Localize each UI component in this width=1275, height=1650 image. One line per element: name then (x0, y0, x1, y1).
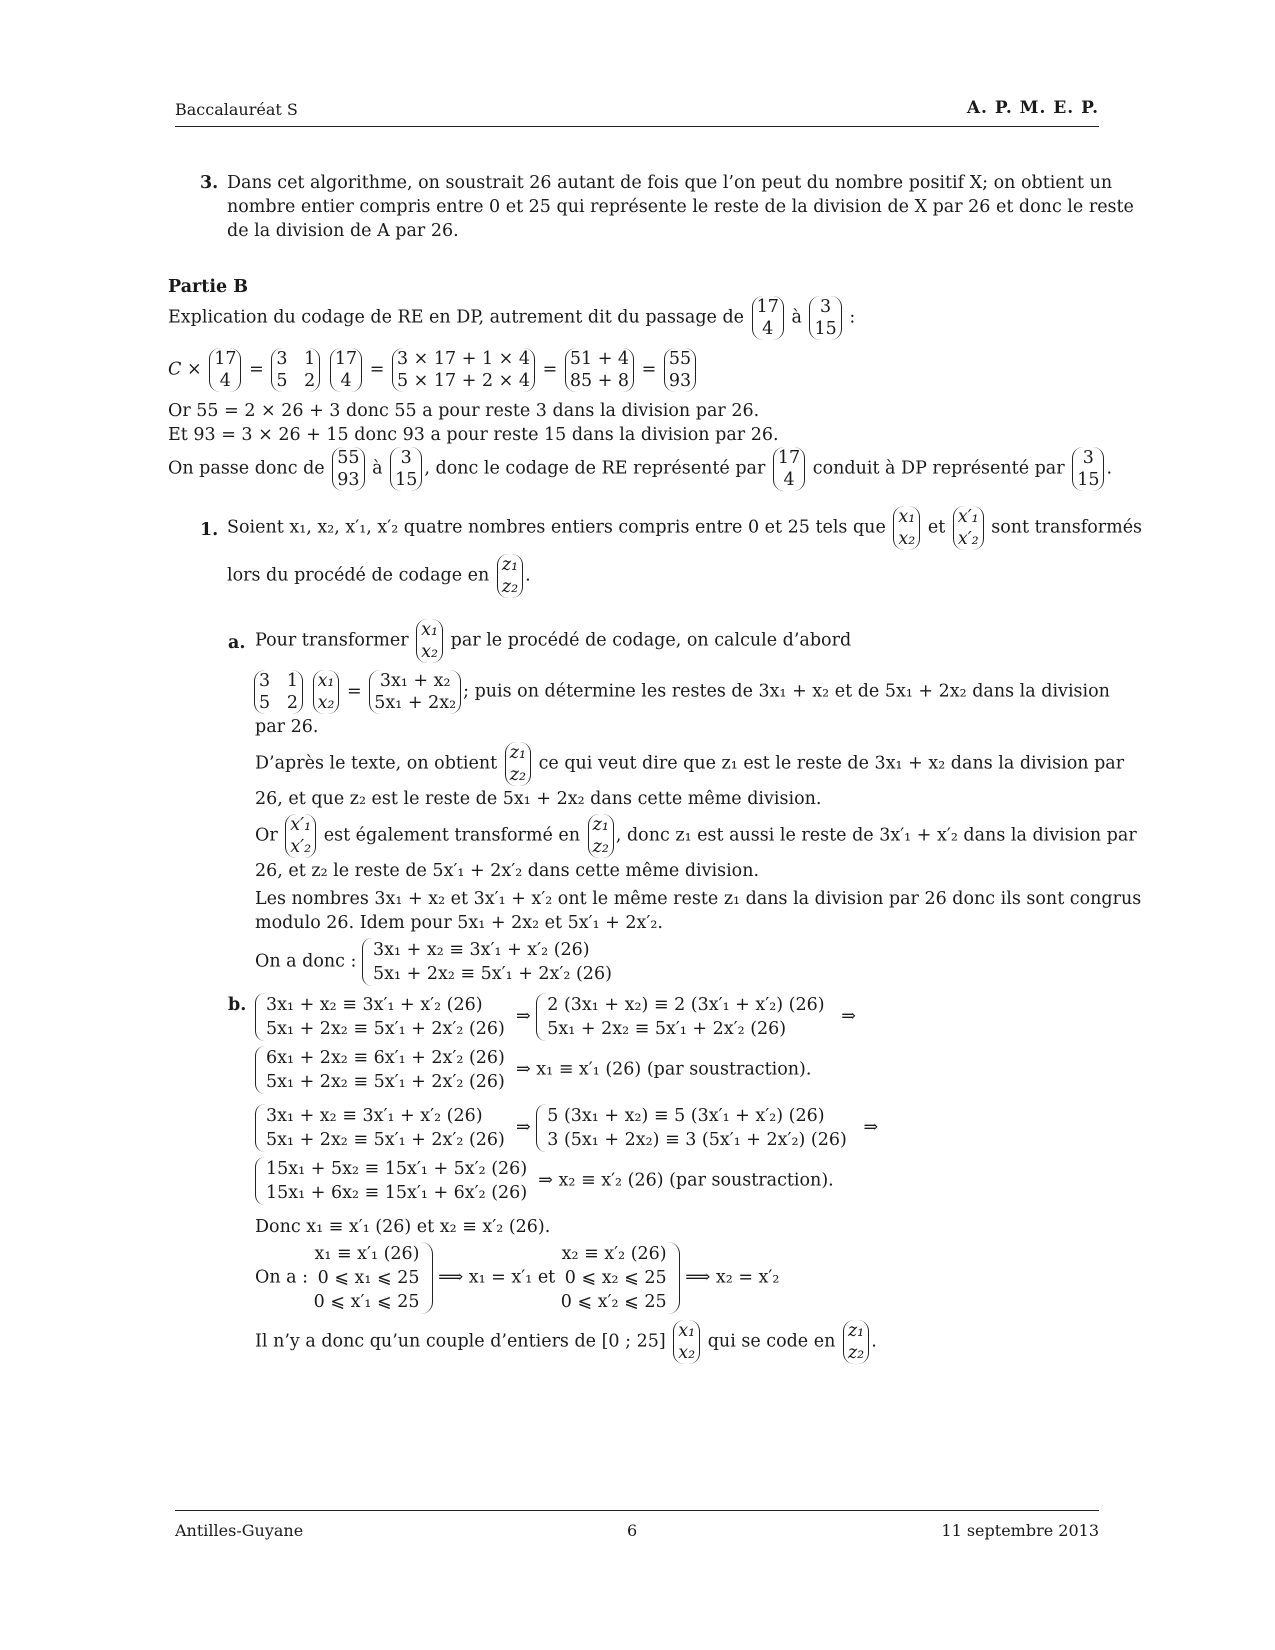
explication-text: Explication du codage de RE en DP, autrement dit du passage de (168, 307, 745, 328)
qa-line9: modulo 26. Idem pour 5x₁ + 2x₂ et 5x′₁ + 2x′₂. (255, 913, 663, 933)
item3-line2: nombre entier compris entre 0 et 25 qui représente le reste de la division de X par 26 et donc le reste (227, 197, 1134, 217)
vector-17-4: 17 4 (752, 296, 784, 340)
qa-line1: Pour transformer x₁ x₂ par le procédé de codage, on calcule d’abord (255, 620, 852, 662)
qb-label: b. (228, 995, 247, 1015)
partie-b-explication: Explication du codage de RE en DP, autrement dit du passage de 17 4 à 3 15 : (168, 297, 856, 339)
qa-line5: 26, et que z₂ est le reste de 5x₁ + 2x₂ dans cette même division. (255, 789, 822, 809)
qb-step1: 3x₁ + x₂ ≡ 3x′₁ + x′₂ (26) 5x₁ + 2x₂ ≡ 5x′₁ + 2x′₂ (26) ⇒ 2 (3x₁ + x₂) ≡ 2 (3x′₁ + x′₂) (26) 5x₁ + 2x₂ ≡ 5x′₁ + 2x′₂ (26) ⇒ (255, 993, 856, 1041)
qb-step2: 6x₁ + 2x₂ ≡ 6x′₁ + 2x′₂ (26) 5x₁ + 2x₂ ≡ 5x′₁ + 2x′₂ (26) ⇒ x₁ ≡ x′₁ (26) (par soustraction). (255, 1046, 811, 1094)
footer-left: Antilles-Guyane (175, 1521, 304, 1540)
et-93: Et 93 = 3 × 26 + 15 donc 93 a pour reste 15 dans la division par 26. (168, 425, 779, 445)
q1-line1: Soient x₁, x₂, x′₁, x′₂ quatre nombres entiers compris entre 0 et 25 tels que x₁ x₂ et x′₁ x′₂ sont transformés (227, 507, 1143, 549)
or-55: Or 55 = 2 × 26 + 3 donc 55 a pour reste 3 dans la division par 26. (168, 401, 760, 421)
qa-line2: 3 1 5 2 x₁ x₂ = 3x₁ + x₂ 5x₁ + 2x₂ ; puis on détermine les restes de 3x₁ + x₂ et de 5x₁ + 2x₂ dans la division (252, 670, 1110, 714)
q1-line2: lors du procédé de codage en z₁ z₂ . (227, 555, 531, 597)
qb-conclusion-system: On a : x₁ ≡ x′₁ (26) 0 ⩽ x₁ ⩽ 25 0 ⩽ x′₁ ⩽ 25 ⟹ x₁ = x′₁ et x₂ ≡ x′₂ (26) 0 ⩽ x₂ ⩽ 25 0 ⩽ x′₂ ⩽ 25 ⟹ x₂ = x′₂ (255, 1244, 780, 1312)
footer-right: 11 septembre 2013 (941, 1521, 1099, 1540)
qb-step4: 15x₁ + 5x₂ ≡ 15x′₁ + 5x′₂ (26) 15x₁ + 6x₂ ≡ 15x′₁ + 6x′₂ (26) ⇒ x₂ ≡ x′₂ (26) (par soustraction). (255, 1157, 834, 1205)
qb-donc: Donc x₁ ≡ x′₁ (26) et x₂ ≡ x′₂ (26). (255, 1217, 551, 1237)
q1-number: 1. (200, 520, 219, 540)
item3-line3: de la division de A par 26. (227, 221, 459, 241)
vector-3-15: 3 15 (809, 296, 841, 340)
page-number: 6 (627, 1521, 638, 1540)
qb-step3: 3x₁ + x₂ ≡ 3x′₁ + x′₂ (26) 5x₁ + 2x₂ ≡ 5x′₁ + 2x′₂ (26) ⇒ 5 (3x₁ + x₂) ≡ 5 (3x′₁ + x′₂) (26) 3 (5x₁ + 2x₂) ≡ 3 (5x′₁ + 2x′₂) (26) ⇒ (255, 1104, 878, 1152)
qa-line6: Or x′₁ x′₂ est également transformé en z₁ z₂ , donc z₁ est aussi le reste de 3x′₁ + x′₂ dans la division par (255, 815, 1137, 857)
header-left: Baccalauréat S (175, 100, 298, 119)
calcul-codage: C × 17 4 = 3 1 5 2 17 4 = 3 × 17 + 1 × 4 5 × 17 + 2 × 4 = 51 + 4 85 + 8 = 55 93 (168, 348, 698, 392)
qa-line4: D’après le texte, on obtient z₁ z₂ ce qui veut dire que z₁ est le reste de 3x₁ + x₂ dans la division par (255, 743, 1125, 785)
partie-b-title: Partie B (168, 277, 248, 297)
on-passe-donc: On passe donc de 55 93 à 3 15 , donc le codage de RE représenté par 17 4 conduit à DP représenté par 3 15 . (168, 448, 1113, 490)
item3-number: 3. (200, 173, 219, 193)
qa-label: a. (228, 633, 246, 653)
item3-line1: Dans cet algorithme, on soustrait 26 autant de fois que l’on peut du nombre positif X; on obtient un (227, 173, 1113, 193)
page-footer (175, 1510, 1099, 1540)
qb-final: Il n’y a donc qu’un couple d’entiers de [0 ; 25] x₁ x₂ qui se code en z₁ z₂ . (255, 1321, 877, 1363)
header-right: A. P. M. E. P. (966, 98, 1099, 118)
qa-system: On a donc : 3x₁ + x₂ ≡ 3x′₁ + x′₂ (26) 5x₁ + 2x₂ ≡ 5x′₁ + 2x′₂ (26) (255, 940, 612, 984)
qa-line8: Les nombres 3x₁ + x₂ et 3x′₁ + x′₂ ont le même reste z₁ dans la division par 26 donc ils sont congrus (255, 889, 1142, 909)
matrix-c: 3 1 5 2 (271, 348, 320, 392)
page-header (175, 98, 1099, 127)
qa-line3: par 26. (255, 717, 319, 737)
qa-line7: 26, et z₂ le reste de 5x′₁ + 2x′₂ dans cette même division. (255, 861, 760, 881)
